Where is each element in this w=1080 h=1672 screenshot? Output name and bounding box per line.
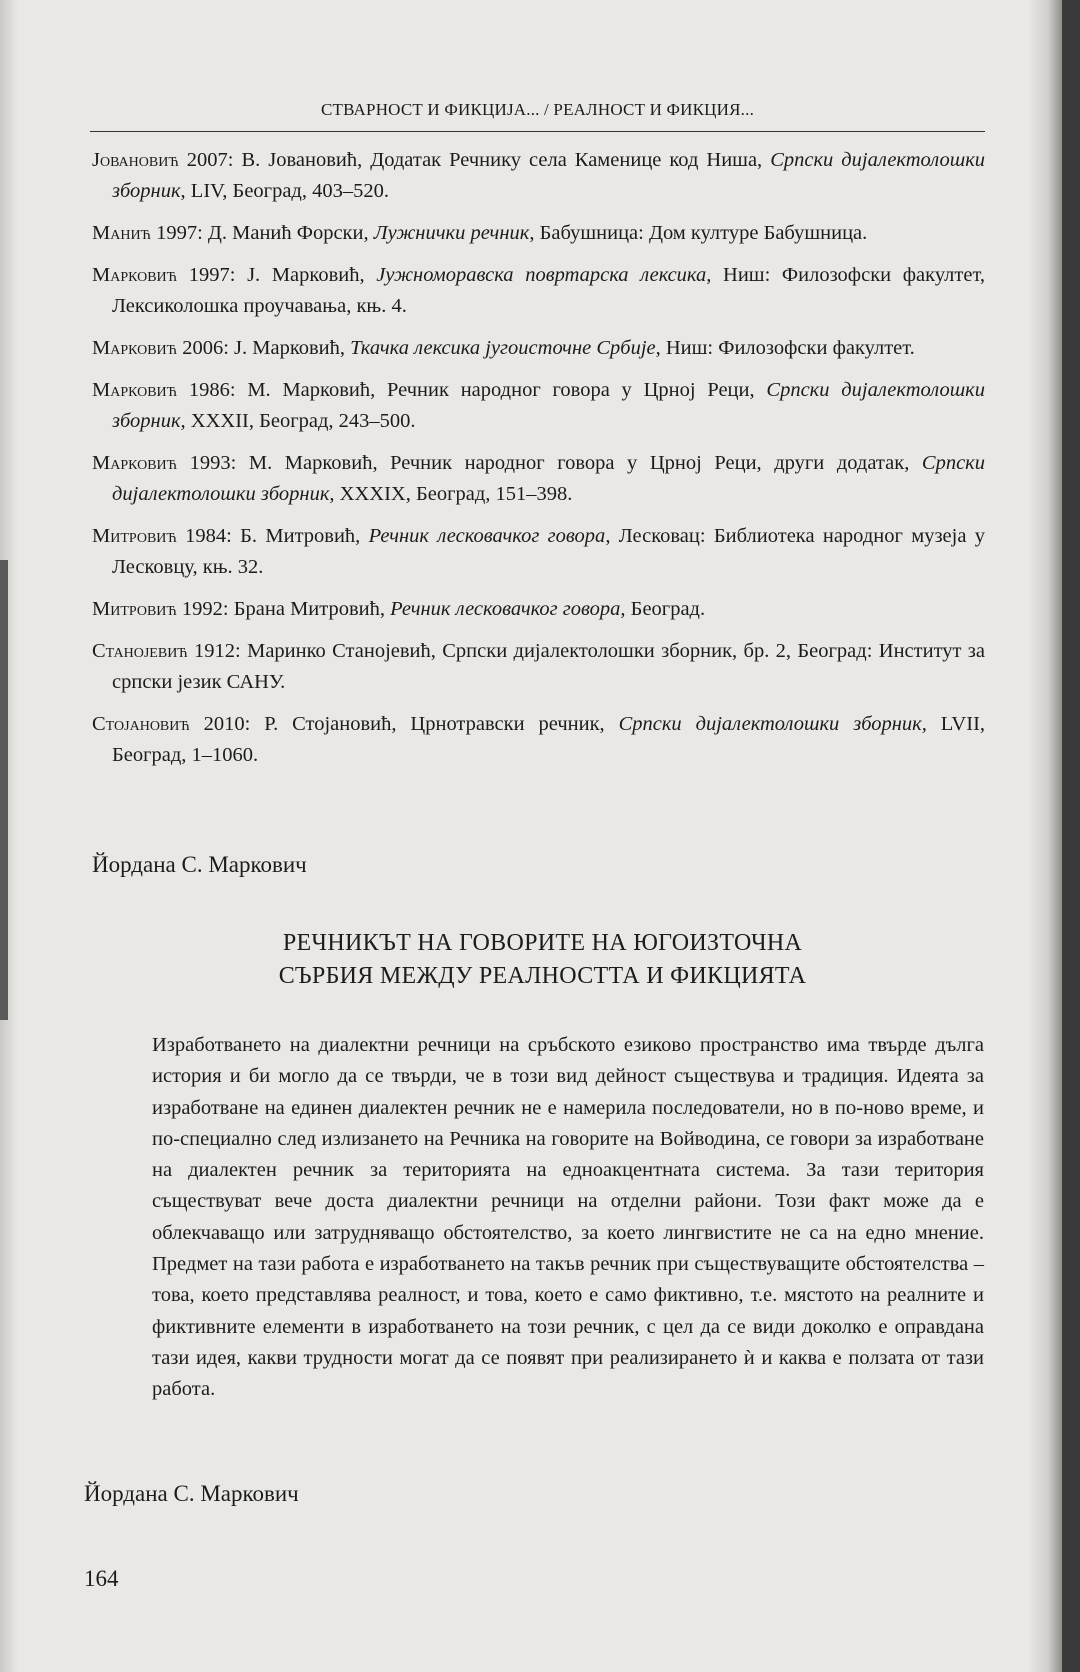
ref-text: Б. Митровић,: [240, 525, 369, 547]
ref-text: Ј. Марковић,: [247, 264, 377, 286]
binding-edge: [0, 560, 8, 1020]
ref-italic: Лужнички речник: [373, 222, 530, 244]
reference-entry: [92, 375, 985, 437]
title-line-2: СЪРБИЯ МЕЖДУ РЕАЛНОСТТА И ФИКЦИЯТА: [278, 963, 807, 989]
ref-year: 1997:: [156, 222, 203, 244]
ref-text: Маринко Станојевић, Српски дијалектолошки зборник, бр. 2, Београд: Институт за српски језик САНУ.: [112, 640, 986, 693]
reference-list: [92, 145, 985, 782]
ref-year: 1992:: [181, 598, 229, 620]
ref-year: 1993:: [189, 452, 237, 474]
ref-italic: Речник лесковачког говора,: [390, 598, 626, 620]
ref-tail: , Лесковац: Библиотека народног музеја у Лесковцу, књ. 32.: [112, 525, 986, 578]
ref-tail: , XXXIX, Београд, 151–398.: [329, 483, 573, 505]
ref-italic: Српски дијалектолошки зборник: [112, 149, 986, 202]
ref-tail: , Бабушница: Дом културе Бабушница.: [529, 222, 868, 244]
page-number: 164: [84, 1566, 119, 1591]
abstract-paragraph: Изработването на диалектни речници на сръбското езиково пространство има твърде дълга история и би могло да се твърди, че в този вид дейност съществува и традиция. Идеята за изработване на единен диалектен речник не е намерила последователи, но в по-ново време, и по-специално след излизането на Речника на говорите на Войводина, се говори за изработване на диалектен речник за територията на едноакцентната система. За тази територия съществуват вече доста диалектни речници на отделни райони. Този факт може да е облекчаващо или затрудняващо обстоятелство, за което лингвистите не са на едно мнение. Предмет на тази работа е изработването на такъв речник при съществуващите обстоятелства – това, което представлява реалност, и това, което е само фиктивно, т.е. мястото на реалните и фиктивните елементи в изработването на този речник, с цел да се види доколко е оправдана тази идея, какви трудности могат да се появят при реализирането ѝ и каква е ползата от тази работа.: [152, 1034, 984, 1401]
ref-text: Р. Стојановић, Црнотравски речник,: [264, 713, 619, 735]
ref-text: Д. Манић Форски,: [207, 222, 374, 244]
reference-entry: [92, 333, 985, 364]
ref-year: 1997:: [188, 264, 236, 286]
ref-italic: Ткачка лексика југоисточне Србије: [350, 337, 656, 359]
ref-text: М. Марковић, Речник народног говора у Црној Реци, други додатак,: [248, 452, 922, 474]
ref-author: Марковић: [92, 264, 178, 286]
page-shadow-right: [1028, 0, 1062, 1672]
ref-year: 2006:: [182, 337, 229, 359]
running-header: СТВАРНОСТ И ФИКЦИЈА... / РЕАЛНОСТ И ФИКЦИЯ...: [320, 100, 755, 119]
ref-author: Марковић: [92, 337, 178, 359]
author-name-top: Йордана С. Маркович: [92, 852, 307, 877]
ref-tail: Београд.: [625, 598, 706, 620]
ref-author: Манић: [92, 222, 151, 244]
ref-author: Марковић: [92, 379, 178, 401]
ref-text: М. Марковић, Речник народног говора у Црној Реци,: [247, 379, 767, 401]
ref-author: Станојевић: [92, 640, 188, 662]
ref-year: 2010:: [203, 713, 251, 735]
reference-entry: [92, 709, 985, 771]
reference-entry: [92, 594, 985, 625]
ref-author: Митровић: [92, 598, 177, 620]
reference-entry: [92, 448, 985, 510]
header-rule: [90, 131, 985, 132]
ref-year: 1912:: [194, 640, 241, 662]
ref-text: Ј. Марковић,: [234, 337, 351, 359]
reference-entry: [92, 145, 985, 207]
ref-text: Брана Митровић,: [233, 598, 391, 620]
ref-italic: Српски дијалектолошки зборник,: [618, 713, 927, 735]
reference-entry: [92, 218, 985, 249]
ref-italic: Српски дијалектолошки зборник: [112, 452, 986, 505]
reference-entry: [92, 260, 985, 322]
ref-tail: , Ниш: Филозофски факултет, Лексиколошка проучавања, књ. 4.: [112, 264, 986, 317]
ref-author: Марковић: [92, 452, 178, 474]
reference-entry: [92, 636, 985, 698]
ref-author: Митровић: [92, 525, 177, 547]
ref-year: 2007:: [186, 149, 234, 171]
ref-italic: Јужноморавска повртарска лексика: [376, 264, 707, 286]
ref-italic: Речник лесковачког говора: [368, 525, 606, 547]
reference-entry: [92, 521, 985, 583]
article-title: [150, 927, 935, 993]
ref-author: Јовановић: [92, 149, 179, 171]
ref-tail: , Ниш: Филозофски факултет.: [655, 337, 915, 359]
ref-year: 1984:: [185, 525, 232, 547]
author-name-bottom: Йордана С. Маркович: [84, 1481, 299, 1506]
title-line-1: РЕЧНИКЪТ НА ГОВОРИТЕ НА ЮГОИЗТОЧНА: [282, 930, 803, 956]
ref-year: 1986:: [188, 379, 236, 401]
ref-text: В. Јовановић, Додатак Речнику села Каменице код Ниша,: [241, 149, 771, 171]
ref-tail: XXXII, Београд, 243–500.: [185, 410, 416, 432]
ref-tail: LVII, Београд, 1–1060.: [112, 713, 986, 766]
ref-tail: , LIV, Београд, 403–520.: [180, 180, 389, 202]
ref-italic: Српски дијалектолошки зборник,: [112, 379, 986, 432]
ref-author: Стојановић: [92, 713, 190, 735]
